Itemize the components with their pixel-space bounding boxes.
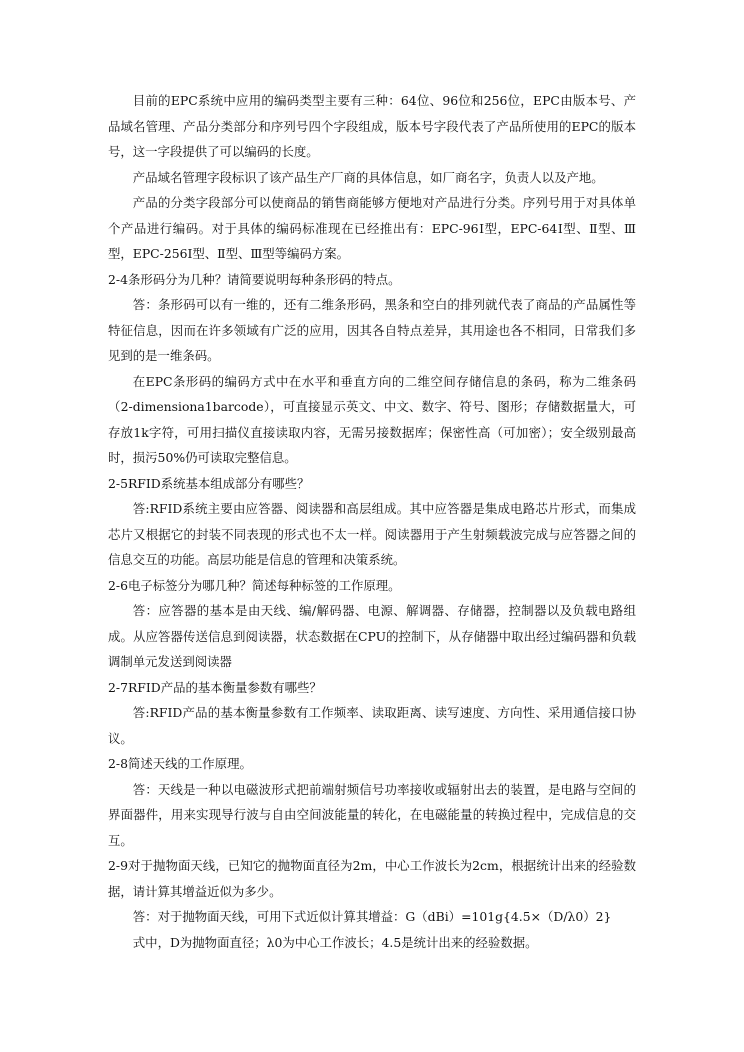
answer-2-9-legend: 式中，D为抛物面直径；λ0为中心工作波长；4.5是统计出来的经验数据。: [132, 934, 538, 950]
answer-2-4-part1: 答：条形码可以有一维的，还有二维条形码，黑条和空白的排列就代表了商品的产品属性等特征信息，因而在许多领域有广泛的应用，因其各自特点差异，其用途也各不相同，日常我们多见到的是一维条码。: [108, 297, 636, 363]
question-2-5: 2-5RFID系统基本组成部分有哪些？: [108, 475, 310, 491]
question-2-7: 2-7RFID产品的基本衡量参数有哪些？: [108, 679, 322, 695]
answer-2-9-formula: 答：对于抛物面天线，可用下式近似计算其增益：G（dBi）=101g{4.5×（D/λ0）2}: [132, 909, 612, 924]
question-2-8: 2-8简述天线的工作原理。: [108, 756, 252, 771]
answer-2-5: 答:RFID系统主要由应答器、阅读器和高层组成。其中应答器是集成电路芯片形式，而集成芯片又根据它的封装不同表现的形式也不太一样。阅读器用于产生射频载波完成与应答器之间的信息交互的功能。高层功能是信息的管理和决策系统。: [108, 501, 636, 567]
paragraph-domain-manager: 产品域名管理字段标识了该产品生产厂商的具体信息，如厂商名字，负责人以及产地。: [132, 169, 604, 185]
document-body: [108, 88, 636, 955]
question-2-6: 2-6电子标签分为哪几种？简述每种标签的工作原理。: [108, 577, 401, 593]
paragraph-classification: 产品的分类字段部分可以使商品的销售商能够方便地对产品进行分类。序列号用于对具体单个产品进行编码。对于具体的编码标准现在已经推出有：EPC-96Ⅰ型，EPC-64Ⅰ型、Ⅱ型、Ⅲ型，EPC-256Ⅰ型、Ⅱ型、Ⅲ型等编码方案。: [108, 195, 636, 261]
question-2-9: 2-9对于抛物面天线，已知它的抛物面直径为2m，中心工作波长为2cm，根据统计出来的经验数据，请计算其增益近似为多少。: [108, 858, 636, 899]
answer-2-6: 答：应答器的基本是由天线、编/解码器、电源、解调器、存储器，控制器以及负载电路组成。从应答器传送信息到阅读器，状态数据在CPU的控制下，从存储器中取出经过编码器和负载调制单元发送到阅读器: [108, 603, 636, 669]
answer-2-7: 答:RFID产品的基本衡量参数有工作频率、读取距离、读写速度、方向性、采用通信接口协议。: [108, 705, 636, 746]
answer-2-4-part2: 在EPC条形码的编码方式中在水平和垂直方向的二维空间存储信息的条码，称为二维条码（2-dimensiona1barcode），可直接显示英文、中文、数字、符号、图形；存储数据量大，可存放1k字符，可用扫描仪直接读取内容，无需另接数据库；保密性高（可加密）；安全级别最高时，损污50%仍可读取完整信息。: [108, 373, 636, 465]
question-2-4: 2-4条形码分为几种？请简要说明每种条形码的特点。: [108, 271, 401, 287]
paragraph-epc-code-types: 目前的EPC系统中应用的编码类型主要有三种：64位、96位和256位，EPC由版本号、产品域名管理、产品分类部分和序列号四个字段组成，版本号字段代表了产品所使用的EPC的版本号，这一字段提供了可以编码的长度。: [108, 93, 636, 159]
answer-2-8: 答：天线是一种以电磁波形式把前端射频信号功率接收或辐射出去的装置，是电路与空间的界面器件，用来实现导行波与自由空间波能量的转化，在电磁能量的转换过程中，完成信息的交互。: [108, 781, 636, 848]
